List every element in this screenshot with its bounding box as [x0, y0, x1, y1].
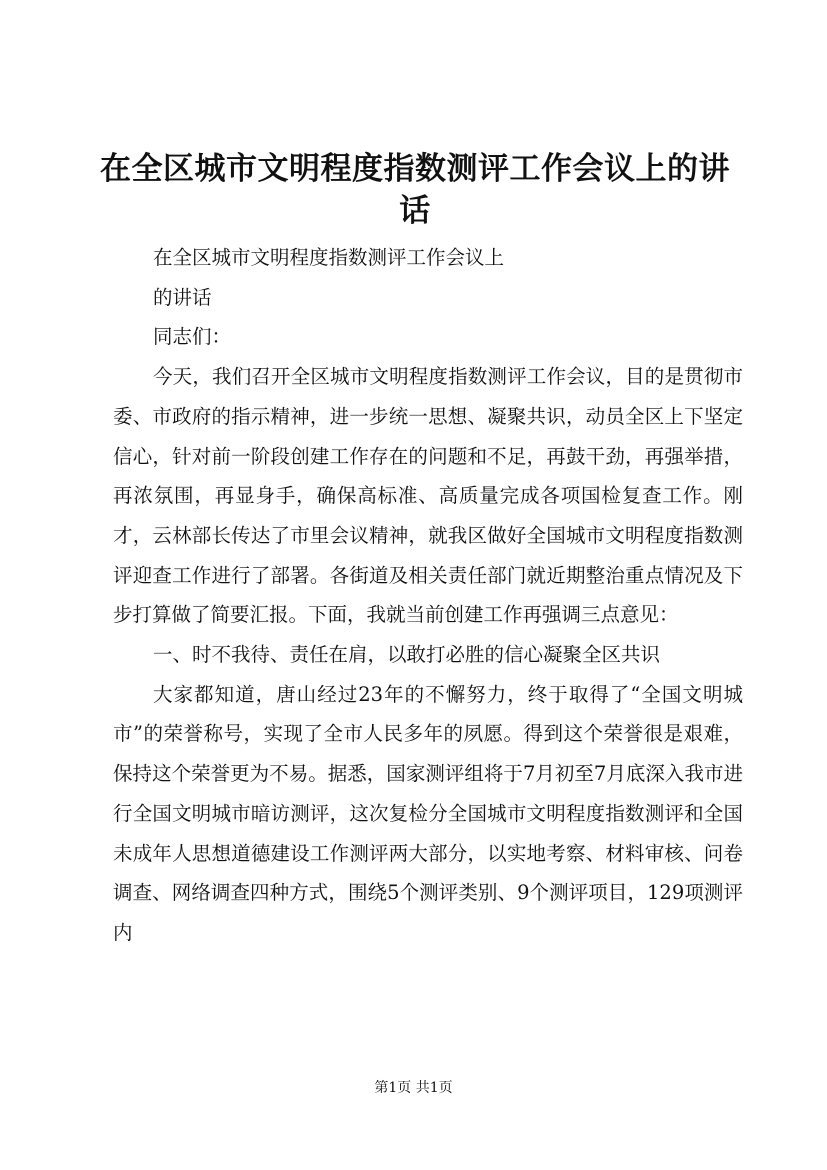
- salutation: 同志们：: [153, 325, 232, 349]
- paragraph-section-1: 大家都知道，唐山经过23年的不懈努力，终于取得了“全国文明城市”的荣誉称号，实现了全市人民多年的夙愿。得到这个荣誉很是艰难，保持这个荣誉更为不易。据悉，国家测评组将于7月初至7月底深入我市进行全国文明城市暗访测评，这次复检分全国城市文明程度指数测评和全国未成年人思想道德建设工作测评两大部分，以实地考察、材料审核、问卷调查、网络调查四种方式，围绕5个测评类别、9个测评项目，129项测评内: [113, 682, 743, 944]
- section-heading-1: 一、时不我待、责任在肩，以敢打必胜的信心凝聚全区共识: [153, 643, 661, 667]
- document-body: [113, 238, 743, 953]
- document-title: 在全区城市文明程度指数测评工作会议上的讲话: [100, 151, 730, 229]
- paragraph-intro: 今天，我们召开全区城市文明程度指数测评工作会议，目的是贯彻市委、市政府的指示精神，进一步统一思想、凝聚共识，动员全区上下坚定信心，针对前一阶段创建工作存在的问题和不足，再鼓干劲，再强举措，再浓氛围，再显身手，确保高标准、高质量完成各项国检复查工作。刚才，云林部长传达了市里会议精神，就我区做好全国城市文明程度指数测评迎查工作进行了部署。各街道及相关责任部门就近期整治重点情况及下步打算做了简要汇报。下面，我就当前创建工作再强调三点意见：: [113, 365, 743, 627]
- subtitle-line-2: 的讲话: [153, 285, 212, 309]
- subtitle-line-1: 在全区城市文明程度指数测评工作会议上: [153, 246, 505, 269]
- page-footer: 第1页 共1页: [374, 1080, 453, 1096]
